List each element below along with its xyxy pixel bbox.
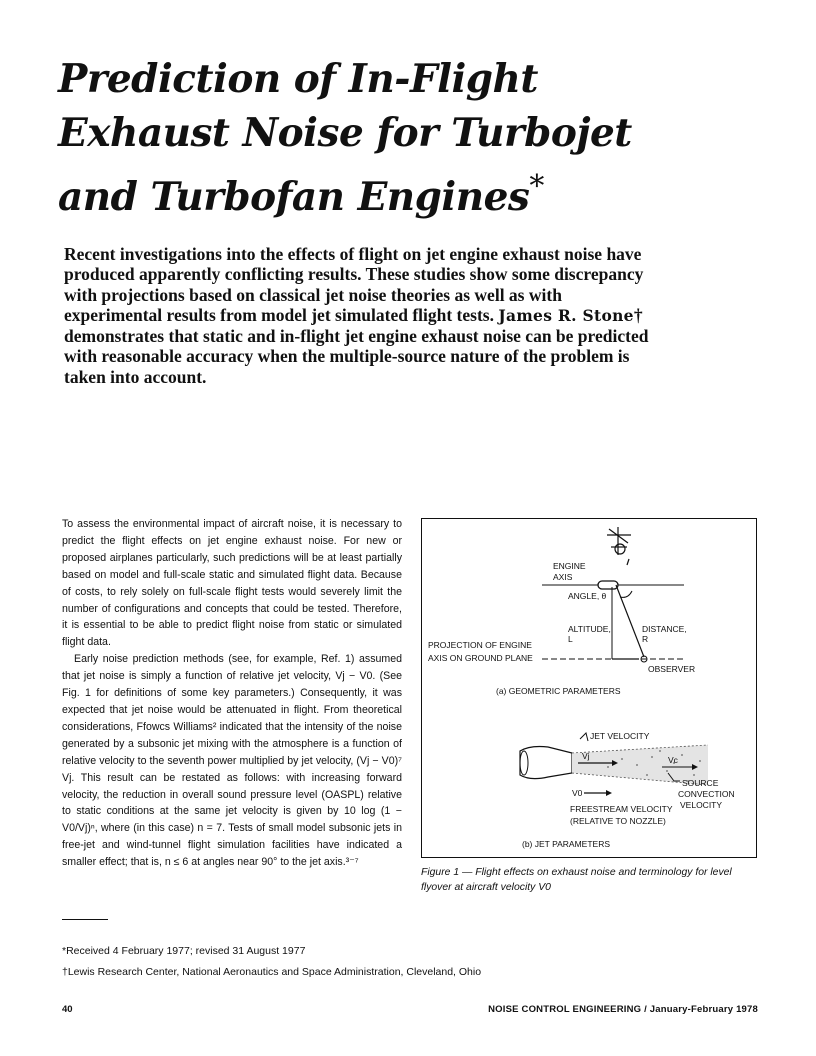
- label-altitude-1: ALTITUDE,: [568, 624, 611, 634]
- label-projection-2: AXIS ON GROUND PLANE: [428, 653, 533, 663]
- footnote-rule: [62, 919, 108, 920]
- label-engine-axis-1: ENGINE: [553, 561, 586, 571]
- subcaption-a: (a) GEOMETRIC PARAMETERS: [496, 686, 621, 696]
- footnote-received: *Received 4 February 1977; revised 31 August 1977: [62, 945, 306, 957]
- engine-shape: [598, 581, 618, 589]
- angle-arc: [620, 591, 632, 597]
- body-paragraph-1: To assess the environmental impact of aircraft noise, it is necessary to predict the flight effects on jet engine exhaust noise. For new or proposed airplanes particularly, such predictions will be at least partially based on model and full-scale static and simulated flight data. Because of costs, to rely solely on full-scale flight tests would severely limit the number of configurations and concepts that could be tested. Therefore, it is essential to be able to predict flight noise from static or simulated flight data.: [62, 518, 402, 649]
- abstract: [64, 244, 664, 387]
- author-name: James R. Stone: [498, 305, 634, 325]
- jet-velocity-pointer: [580, 733, 588, 741]
- figure-caption: Figure 1 — Flight effects on exhaust noise and terminology for level flyover at aircraft velocity V0: [421, 867, 732, 893]
- title-line-3: [58, 160, 758, 224]
- article-title: [58, 52, 758, 224]
- journal-name: NOISE CONTROL ENGINEERING / January-February 1978: [488, 1004, 758, 1015]
- label-vj: Vj: [582, 751, 590, 761]
- label-altitude-2: L: [568, 634, 573, 644]
- body-column: [62, 516, 402, 871]
- label-source-2: CONVECTION: [678, 789, 735, 799]
- label-source-1: SOURCE: [682, 778, 719, 788]
- figure-1-diagram: [422, 519, 758, 859]
- label-observer: OBSERVER: [648, 664, 696, 674]
- author-footnote-mark: †: [633, 304, 643, 325]
- footnote-affiliation: †Lewis Research Center, National Aeronautics and Space Administration, Cleveland, Ohio: [62, 966, 482, 978]
- label-projection-1: PROJECTION OF ENGINE: [428, 640, 532, 650]
- abstract-text-before: Recent investigations into the effects of flight on jet engine exhaust noise have produced apparently conflicting results. These studies show some discrepancy with projections based on classical jet noise theories as well as with experimental results from model jet simulated flight tests.: [64, 244, 644, 325]
- figure-1: [421, 518, 757, 858]
- label-distance-1: DISTANCE,: [642, 624, 687, 634]
- label-freestream-2: (RELATIVE TO NOZZLE): [570, 816, 666, 826]
- title-line-2: Exhaust Noise for Turbojet: [58, 110, 632, 156]
- airplane-icon: [607, 527, 631, 555]
- label-source-3: VELOCITY: [680, 800, 723, 810]
- title-line-1: Prediction of In-Flight: [58, 56, 538, 102]
- label-vc: Vc: [668, 755, 678, 765]
- body-paragraph-2: Early noise prediction methods (see, for example, Ref. 1) assumed that jet noise is simply a function of relative jet velocity, Vj − V0. (See Fig. 1 for definitions of some key parameters.) Consequently, it was expected that jet noise would be attenuated in flight. From theoretical considerations, Ffowcs Williams² indicated that the intensity of the noise generated by a subsonic jet mixing with the atmosphere is a function of relative velocity to the seventh power multiplied by jet velocity, (Vj − V0)⁷ Vj. This result can be restated as follows: with increasing forward velocity, the reduction in overall sound pressure level (OASPL) relative to static conditions at the same jet velocity is given by 10 log (1 − V0/Vj)ⁿ, where (in this case) n = 7. Tests of small model subsonic jets in free-jet and wind-tunnel flight simulation facilities have indicated a smaller effect; that is, n ≤ 6 at angles near 90° to the jet axis.³⁻⁷: [62, 653, 402, 869]
- page-footer: [62, 1004, 758, 1020]
- abstract-text-after: demonstrates that static and in-flight jet engine exhaust noise can be predicted with reasonable accuracy when the multiple-source nature of the problem is taken into account.: [64, 326, 649, 387]
- label-distance-2: R: [642, 634, 649, 644]
- label-freestream-1: FREESTREAM VELOCITY: [570, 804, 673, 814]
- label-jet-velocity: JET VELOCITY: [590, 731, 650, 741]
- distance-line: [616, 585, 644, 657]
- nozzle-inlet: [520, 751, 528, 775]
- label-engine-axis-2: AXIS: [553, 572, 573, 582]
- label-v0: V0: [572, 788, 583, 798]
- page-number: 40: [62, 1004, 73, 1015]
- subcaption-b: (b) JET PARAMETERS: [522, 839, 611, 849]
- label-angle: ANGLE, θ: [568, 591, 607, 601]
- title-line-3-text: and Turbofan Engines: [58, 174, 530, 220]
- flight-direction-arrow: [627, 559, 629, 565]
- title-footnote-mark: *: [529, 169, 544, 204]
- v0-arrow-head: [606, 790, 612, 796]
